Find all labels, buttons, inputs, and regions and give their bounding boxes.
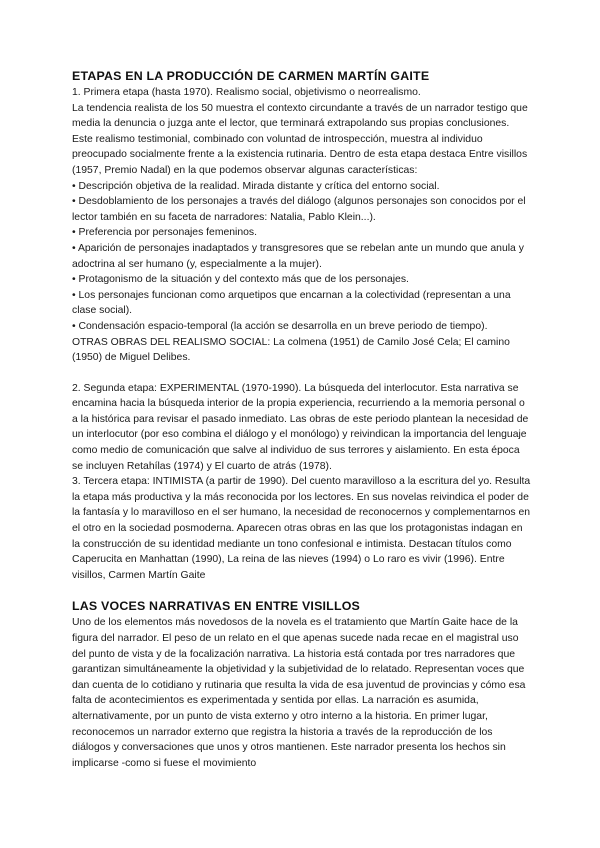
stage1-bullet: • Protagonismo de la situación y del contexto más que de los personajes. — [72, 274, 409, 286]
stage1-intro: La tendencia realista de los 50 muestra el contexto circundante a través de un narrador testigo que media la denuncia o juzga ante el lector, que terminará extrapolando sus propias conclusiones. Este realismo testimonial, combinado con voluntad de introspección, muestra al individuo preocupado socialmente frente a la existencia rutinaria. Dentro de esta etapa destaca Entre visillos (1957, Premio Nadal) en la que podemos observar algunas características: — [72, 102, 528, 176]
stage1-heading: 1. Primera etapa (hasta 1970). Realismo social, objetivismo o neorrealismo. — [72, 87, 421, 98]
paragraph-gap — [72, 366, 532, 381]
stage3-paragraph: 3. Tercera etapa: INTIMISTA (a partir de 1990). Del cuento maravilloso a la escritura del yo. Resulta la etapa más productiva y la más reconocida por los lectores. En sus novelas reivindica el poder de la fantasía y lo maravilloso en el ser humano, la necesidad de reconocernos y complementarnos en el otro en la sociedad posmoderna. Aparecen otras obras en las que los protagonistas indagan en la construcción de su identidad mediante un tono confesional e intimista. Destacan títulos como Caperucita en Manhattan (1990), La reina de las nieves (1994) o Lo raro es vivir (1996). Entre visillos, Carmen Martín Gaite — [72, 476, 531, 581]
stage1-bullet: • Desdoblamiento de los personajes a través del diálogo (algunos personajes son conocidos por el lector también en su faceta de narradores: Natalia, Pablo Klein...). — [72, 196, 526, 223]
stage1-bullet: • Aparición de personajes inadaptados y transgresores que se rebelan ante un mundo que anula y adoctrina al ser humano (y, especialmente a la mujer). — [72, 242, 524, 270]
stage1-bullet: • Condensación espacio-temporal (la acción se desarrolla en un breve periodo de tiempo). — [72, 320, 488, 332]
document-title: ETAPAS EN LA PRODUCCIÓN DE CARMEN MARTÍN GAITE — [72, 69, 430, 83]
stage1-other-works: OTRAS OBRAS DEL REALISMO SOCIAL: La colmena (1951) de Camilo José Cela; El camino (1950) de Miguel Delibes. — [72, 336, 510, 364]
stage2-paragraph: 2. Segunda etapa: EXPERIMENTAL (1970-1990). La búsqueda del interlocutor. Esta narrativa se encamina hacia la búsqueda interior de la propia experiencia, recurriendo a la memoria personal o a la histórica para revisar el pasado inmediato. Las obras de este periodo plantean la necesidad de un interlocutor (por eso combina el diálogo y el monólogo) y reivindican la importancia del lenguaje como medio de comunicación que salve al individuo de sus terrores y aislamiento. En esta época se incluyen Retahílas (1974) y El cuarto de atrás (1978). — [72, 382, 529, 472]
stage1-bullet: • Los personajes funcionan como arquetipos que encarnan a la colectividad (representan a una clase social). — [72, 289, 511, 317]
stage1-bullet: • Preferencia por personajes femeninos. — [72, 227, 257, 239]
stage1-bullet: • Descripción objetiva de la realidad. Mirada distante y crítica del entorno social. — [72, 180, 440, 192]
narrative-voices-paragraph: Uno de los elementos más novedosos de la novela es el tratamiento que Martín Gaite hace de la figura del narrador. El peso de un relato en el que apenas sucede nada recae en el magistral uso del punto de vista y de la focalización narrativa. La historia está contada por tres narradores que garantizan simultáneamente la objetividad y la subjetividad de lo relatado. Representan voces que dan cuenta de lo cotidiano y rutinaria que resulta la vida de esa juventud de provincias y cómo esa falta de acontecimientos es experimentada y sentida por ellas. La narración es asumida, alternativamente, por un punto de vista externo y otro interno a la historia. En primer lugar, reconocemos un narrador externo que registra la historia a través de la reproducción de los diálogos y conversaciones que unos y otros mantienen. Este narrador presenta los hechos sin implicarse -como si fuese el movimiento — [72, 617, 526, 769]
document-page — [72, 68, 532, 771]
section-heading-narrative-voices: LAS VOCES NARRATIVAS EN ENTRE VISILLOS — [72, 599, 361, 614]
